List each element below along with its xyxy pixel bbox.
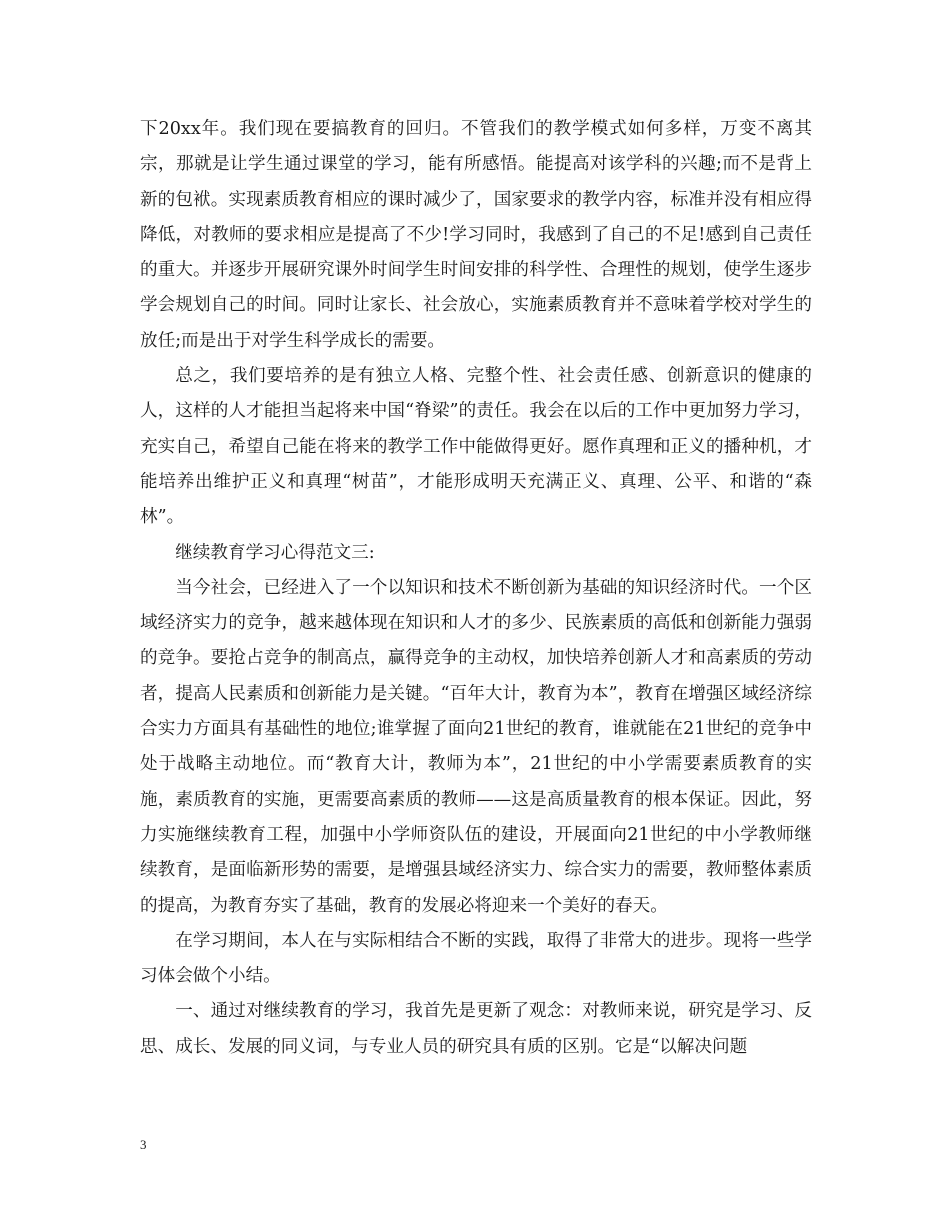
paragraph-conclusion: 总之，我们要培养的是有独立人格、完整个性、社会责任感、创新意识的健康的人，这样的人才能担当起将来中国“脊梁”的责任。我会在以后的工作中更加努力学习，充实自己，希望自己能在将来的教学工作中能做得更好。愿作真理和正义的播种机，才能培养出维护正义和真理“树苗”，才能形成明天充满正义、真理、公平、和谐的“森林”。 [140, 366, 812, 528]
paragraph-point-one: 一、通过对继续教育的学习，我首先是更新了观念：对教师来说，研究是学习、反思、成长、发展的同义词，与专业人员的研究具有质的区别。它是“以解决问题 [140, 1001, 812, 1057]
section-heading: 继续教育学习心得范文三: [175, 542, 375, 563]
document-body [140, 112, 812, 1065]
paragraph-study-summary: 在学习期间，本人在与实际相结合不断的实践，取得了非常大的进步。现将一些学习体会做个小结。 [140, 930, 812, 987]
paragraph-knowledge-economy: 当今社会，已经进入了一个以知识和技术不断创新为基础的知识经济时代。一个区域经济实力的竞争，越来越体现在知识和人才的多少、民族素质的高低和创新能力强弱的竞争。要抢占竞争的制高点，赢得竞争的主动权，加快培养创新人才和高素质的劳动者，提高人民素质和创新能力是关键。“百年大计，教育为本”，教育在增强区域经济综合实力方面具有基础性的地位;谁掌握了面向21世纪的教育，谁就能在21世纪的竞争中处于战略主动地位。而“教育大计，教师为本”，21世纪的中小学需要素质教育的实施，素质教育的实施，更需要高素质的教师——这是高质量教育的根本保证。因此，努力实施继续教育工程，加强中小学师资队伍的建设，开展面向21世纪的中小学教师继续教育，是面临新形势的需要，是增强县域经济实力、综合实力的需要，教师整体素质的提高，为教育夯实了基础，教育的发展必将迎来一个美好的春天。 [140, 577, 812, 916]
paragraph-continuation: 下20xx年。我们现在要搞教育的回归。不管我们的教学模式如何多样，万变不离其宗，那就是让学生通过课堂的学习，能有所感悟。能提高对该学科的兴趣;而不是背上新的包袱。实现素质教育相应的课时减少了，国家要求的教学内容，标准并没有相应得降低，对教师的要求相应是提高了不少!学习同时，我感到了自己的不足!感到自己责任的重大。并逐步开展研究课外时间学生时间安排的科学性、合理性的规划，使学生逐步学会规划自己的时间。同时让家长、社会放心，实施素质教育并不意味着学校对学生的放任;而是出于对学生科学成长的需要。 [140, 119, 812, 351]
page-number: 3 [140, 1137, 147, 1152]
